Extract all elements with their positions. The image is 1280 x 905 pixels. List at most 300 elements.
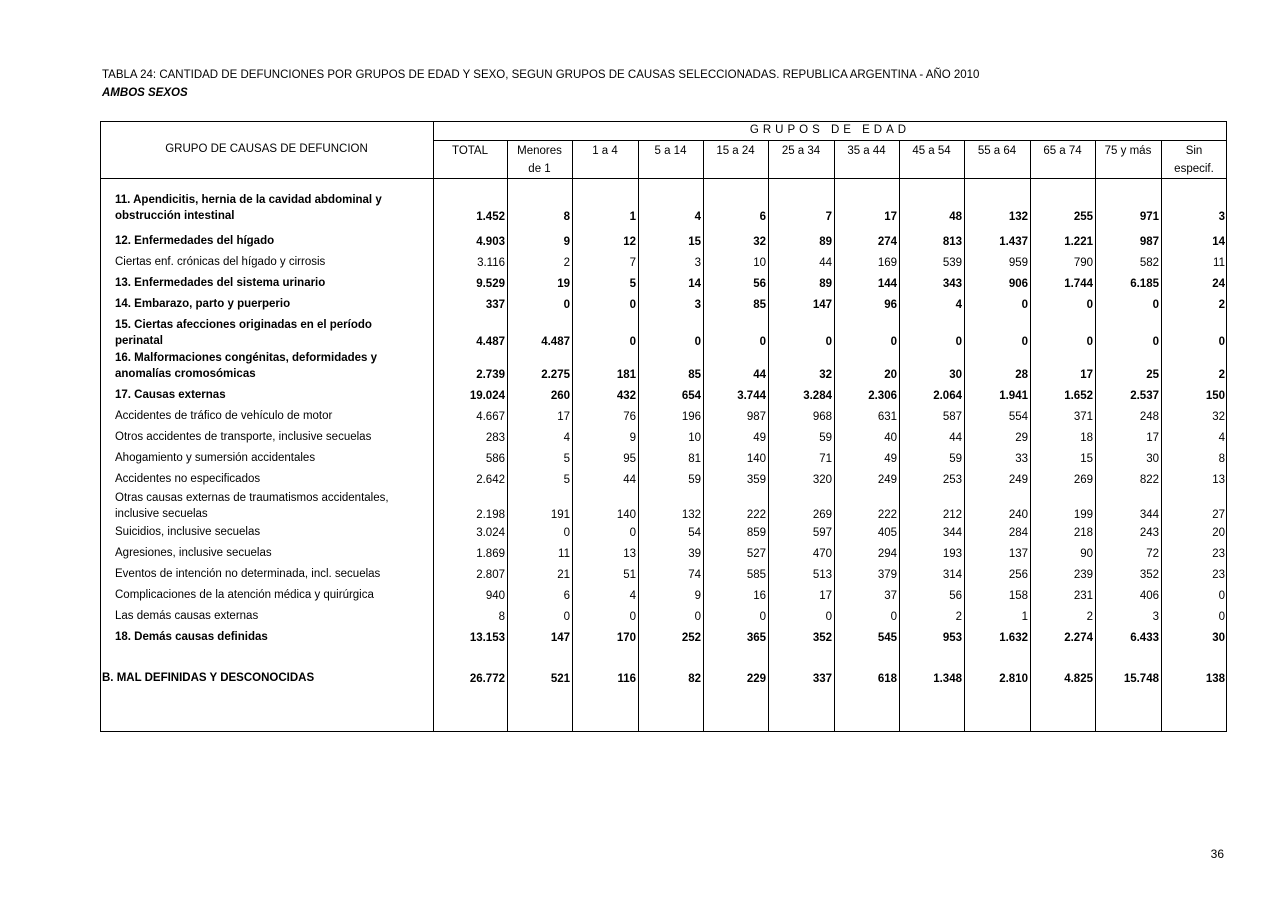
table-cell: 44 [623,474,636,486]
table-cell: 249 [877,474,897,486]
table-cell: 432 [616,390,636,402]
row-label-line: Suicidios, inclusive secuelas [115,526,261,538]
row-label-line: 13. Enfermedades del sistema urinario [115,277,326,289]
table-cell: 0 [1218,590,1225,602]
table-cell: 4 [629,590,636,602]
column-header [638,142,703,160]
table-cell: 5 [563,453,570,465]
table-cell: 4 [694,211,701,223]
table-cell: 582 [1139,257,1159,269]
table-cell: 337 [485,299,505,311]
row-label-line: Ciertas enf. crónicas del hígado y cirrosis [115,256,326,268]
table-cell: 0 [759,611,766,623]
table-cell: 89 [819,278,832,290]
table-cell: 253 [942,474,962,486]
table-cell: 10 [753,257,766,269]
table-cell: 37 [884,590,897,602]
row-label [115,608,425,624]
table-cell: 169 [877,257,897,269]
table-cell: 352 [812,632,832,644]
table-cell: 23 [1212,569,1225,581]
column-header-line: 1 a 4 [592,145,618,157]
column-header-line: Menores [517,145,562,157]
row-label [115,254,425,270]
table-cell: 7 [629,257,636,269]
row-label [102,670,412,686]
table-cell: 260 [550,390,570,402]
table-cell: 48 [949,211,962,223]
table-cell: 2.275 [541,369,570,381]
table-cell: 1 [1021,611,1028,623]
table-cell: 0 [1218,611,1225,623]
row-label-line: 16. Malformaciones congénitas, deformidades y [115,352,378,364]
row-label [115,317,425,349]
row-label [115,524,425,540]
column-header-line: 25 a 34 [781,145,821,157]
table-cell: 4.487 [476,336,505,348]
column-header-line: Sin [1185,145,1203,157]
table-cell: 987 [1139,236,1159,248]
table-cell: 150 [1205,390,1225,402]
table-cell: 49 [884,453,897,465]
column-header [768,142,834,160]
table-cell: 585 [746,569,766,581]
row-label-line: Otras causas externas de traumatismos accidentales, [115,492,389,504]
table-cell: 406 [1139,590,1159,602]
table-cell: 1.744 [1064,278,1093,290]
table-cell: 76 [623,411,636,423]
table-cell: 3 [694,257,701,269]
row-label [115,192,425,224]
table-cell: 0 [629,336,636,348]
column-header-line: 65 a 74 [1043,145,1082,157]
row-label-line: Eventos de intención no determinada, incl. secuelas [115,568,381,580]
table-cell: 344 [942,527,962,539]
table-cell: 987 [746,411,766,423]
table-cell: 4.825 [1064,673,1093,685]
table-cell: 85 [688,369,701,381]
table-cell: 147 [550,632,570,644]
table-cell: 6.433 [1130,632,1159,644]
table-cell: 249 [1008,474,1028,486]
column-header [572,142,638,160]
table-cell: 229 [746,673,766,685]
table-cell: 20 [884,369,897,381]
table-cell: 39 [688,548,701,560]
table-cell: 132 [1008,211,1028,223]
table-cell: 0 [825,611,832,623]
table-cell: 527 [746,548,766,560]
table-cell: 17 [884,211,897,223]
table-cell: 314 [942,569,962,581]
table-cell: 906 [1008,278,1028,290]
table-cell: 6 [759,211,766,223]
table-cell: 2 [1086,611,1093,623]
page-number: 36 [1210,847,1224,861]
table-cell: 294 [877,548,897,560]
table-cell: 222 [877,509,897,521]
row-label [115,275,425,291]
table-cell: 17 [1146,432,1159,444]
table-cell: 284 [1008,527,1028,539]
table-cell: 940 [485,590,505,602]
row-label-line: Las demás causas externas [115,610,259,622]
row-label-line: Complicaciones de la atención médica y quirúrgica [115,589,374,601]
column-header-line: 45 a 54 [912,145,951,157]
table-cell: 6 [563,590,570,602]
table-cell: 19 [557,278,570,290]
table-cell: 5 [563,474,570,486]
table-cell: 1.437 [999,236,1028,248]
table-cell: 2 [955,611,962,623]
table-cell: 14 [1212,236,1225,248]
row-label [115,429,425,445]
column-header [433,142,507,160]
table-cell: 191 [550,509,570,521]
table-cell: 144 [877,278,897,290]
table-cell: 59 [949,453,962,465]
table-cell: 631 [877,411,897,423]
table-cell: 24 [1212,278,1225,290]
table-cell: 82 [688,673,701,685]
table-cell: 618 [877,673,897,685]
table-cell: 54 [688,527,701,539]
table-cell: 21 [557,569,570,581]
table-cell: 365 [746,632,766,644]
table-subtitle: AMBOS SEXOS [102,87,188,99]
row-label-line: Accidentes de tráfico de vehículo de motor [115,410,333,422]
table-cell: 218 [1073,527,1093,539]
table-cell: 0 [563,299,570,311]
table-cell: 8 [498,611,505,623]
table-cell: 3 [694,299,701,311]
table-cell: 822 [1139,474,1159,486]
table-cell: 15 [688,236,701,248]
table-cell: 140 [616,509,636,521]
table-cell: 147 [812,299,832,311]
table-cell: 13.153 [469,632,505,644]
row-label-line: 15. Ciertas afecciones originadas en el período [115,319,372,331]
table-cell: 654 [681,390,701,402]
table-cell: 26.772 [469,673,505,685]
table-cell: 240 [1008,509,1028,521]
table-cell: 56 [949,590,962,602]
table-cell: 5 [629,278,636,290]
table-cell: 269 [1073,474,1093,486]
table-cell: 0 [1152,336,1159,348]
table-cell: 2.198 [476,509,505,521]
table-cell: 586 [485,453,505,465]
table-cell: 231 [1073,590,1093,602]
table-cell: 968 [812,411,832,423]
table-cell: 3.116 [477,257,505,269]
table-cell: 15 [1080,453,1093,465]
table-cell: 2.807 [476,569,505,581]
table-cell: 1.632 [999,632,1028,644]
table-cell: 51 [623,569,636,581]
table-cell: 4 [955,299,962,311]
table-cell: 10 [688,432,701,444]
table-cell: 89 [819,236,832,248]
column-header [899,142,964,160]
table-cell: 343 [942,278,962,290]
table-cell: 96 [884,299,897,311]
table-cell: 33 [1015,453,1028,465]
table-cell: 30 [949,369,962,381]
table-cell: 81 [688,453,701,465]
table-cell: 32 [753,236,766,248]
row-label [115,490,425,522]
row-label-line: 17. Causas externas [115,389,226,401]
row-label-line: 14. Embarazo, parto y puerperio [115,298,291,310]
table-cell: 140 [746,453,766,465]
table-cell: 44 [819,257,832,269]
row-label [115,471,425,487]
table-cell: 44 [949,432,962,444]
table-cell: 8 [1218,453,1225,465]
row-label-line: perinatal [115,335,163,347]
table-cell: 40 [884,432,897,444]
row-label-line: Agresiones, inclusive secuelas [115,547,272,559]
table-cell: 56 [753,278,766,290]
table-cell: 9.529 [476,278,505,290]
table-cell: 12 [623,236,636,248]
table-cell: 0 [1152,299,1159,311]
table-cell: 371 [1073,411,1093,423]
cause-column-header: GRUPO DE CAUSAS DE DEFUNCION [165,143,368,155]
table-cell: 25 [1146,369,1159,381]
group-header-divider [433,140,1227,141]
column-header-line: 35 a 44 [847,145,886,157]
column-header [1095,142,1161,160]
table-cell: 953 [942,632,962,644]
table-cell: 0 [629,611,636,623]
row-label [115,350,425,382]
table-cell: 0 [890,336,897,348]
table-cell: 20 [1212,527,1225,539]
row-label-line: anomalías cromosómicas [115,368,256,380]
table-cell: 193 [942,548,962,560]
table-cell: 30 [1212,632,1225,644]
row-label-line: obstrucción intestinal [115,210,235,222]
table-cell: 9 [629,432,636,444]
table-cell: 3 [1218,211,1225,223]
table-cell: 9 [563,236,570,248]
table-cell: 158 [1008,590,1028,602]
table-cell: 0 [694,611,701,623]
table-cell: 32 [1212,411,1225,423]
row-label-line: inclusive secuelas [115,508,208,520]
table-cell: 2.810 [999,673,1028,685]
table-cell: 521 [550,673,570,685]
table-cell: 14 [688,278,701,290]
table-cell: 59 [819,432,832,444]
table-cell: 0 [825,336,832,348]
table-cell: 1.221 [1064,236,1093,248]
table-title: TABLA 24: CANTIDAD DE DEFUNCIONES POR GRUPOS DE EDAD Y SEXO, SEGUN GRUPOS DE CAUSAS SELECCIONADAS. REPUBLICA ARGENTINA - AÑO 2010 [102,69,980,81]
table-cell: 283 [485,432,505,444]
table-cell: 4 [563,432,570,444]
table-cell: 0 [1021,299,1028,311]
table-cell: 248 [1139,411,1159,423]
row-label [115,545,425,561]
table-cell: 554 [1008,411,1028,423]
table-cell: 199 [1073,509,1093,521]
table-cell: 27 [1212,509,1225,521]
row-label [115,450,425,466]
table-cell: 352 [1139,569,1159,581]
table-cell: 13 [1212,474,1225,486]
table-cell: 59 [688,474,701,486]
table-cell: 4 [1218,432,1225,444]
table-cell: 11 [1213,257,1225,269]
table-cell: 243 [1139,527,1159,539]
row-label-line: Otros accidentes de transporte, inclusive secuelas [115,431,372,443]
table-cell: 0 [759,336,766,348]
table-cell: 405 [877,527,897,539]
table-cell: 587 [942,411,962,423]
table-cell: 95 [623,453,636,465]
column-header [964,142,1030,160]
row-label-line: Accidentes no especificados [115,473,261,485]
row-label-line: 12. Enfermedades del hígado [115,235,275,247]
table-cell: 7 [825,211,832,223]
table-cell: 1.869 [476,548,505,560]
row-label [115,233,425,249]
table-cell: 0 [694,336,701,348]
table-cell: 256 [1008,569,1028,581]
table-cell: 196 [681,411,701,423]
table-cell: 0 [1086,299,1093,311]
table-cell: 71 [819,453,832,465]
age-groups-header: GRUPOS DE EDAD [749,124,911,136]
table-cell: 239 [1073,569,1093,581]
table-cell: 17 [819,590,832,602]
table-cell: 44 [753,369,766,381]
table-cell: 72 [1146,548,1159,560]
row-label [115,629,425,645]
table-cell: 0 [1218,336,1225,348]
table-cell: 255 [1073,211,1093,223]
table-cell: 85 [753,299,766,311]
table-cell: 3.744 [737,390,766,402]
table-cell: 0 [1021,336,1028,348]
table-cell: 23 [1212,548,1225,560]
row-label-line: 11. Apendicitis, hernia de la cavidad abdominal y [115,194,382,206]
table-cell: 790 [1073,257,1093,269]
table-cell: 252 [681,632,701,644]
table-cell: 19.024 [469,390,505,402]
table-cell: 30 [1146,453,1159,465]
table-cell: 28 [1015,369,1028,381]
table-cell: 2.306 [868,390,897,402]
table-cell: 0 [563,611,570,623]
table-cell: 17 [1080,369,1093,381]
table-cell: 1.348 [933,673,962,685]
table-cell: 597 [812,527,832,539]
table-cell: 2 [1218,299,1225,311]
table-cell: 959 [1008,257,1028,269]
table-cell: 337 [812,673,832,685]
table-cell: 222 [746,509,766,521]
column-header-line: TOTAL [452,145,488,157]
column-header [1161,142,1227,178]
table-cell: 32 [819,369,832,381]
table-cell: 170 [616,632,636,644]
table-cell: 274 [877,236,897,248]
table-cell: 2.642 [476,474,505,486]
table-cell: 49 [753,432,766,444]
table-cell: 138 [1205,673,1225,685]
table-cell: 9 [694,590,701,602]
column-header [507,142,572,178]
table-cell: 3 [1152,611,1159,623]
table-cell: 0 [1086,336,1093,348]
table-cell: 2 [1218,369,1225,381]
table-cell: 90 [1080,548,1093,560]
row-label [115,408,425,424]
row-label-line: Ahogamiento y sumersión accidentales [115,452,316,464]
table-cell: 29 [1015,432,1028,444]
column-header-line: 55 a 64 [977,145,1017,157]
table-cell: 181 [616,369,636,381]
table-cell: 3.024 [476,527,505,539]
table-cell: 2.274 [1064,632,1093,644]
row-label [115,566,425,582]
table-cell: 13 [623,548,636,560]
row-label-line: B. MAL DEFINIDAS Y DESCONOCIDAS [102,672,315,684]
header-divider [100,178,1227,179]
table-cell: 2 [563,257,570,269]
table-cell: 2.739 [476,369,505,381]
table-cell: 3.284 [803,390,832,402]
table-cell: 971 [1139,211,1159,223]
table-cell: 18 [1080,432,1093,444]
table-cell: 212 [942,509,962,521]
table-cell: 2.064 [933,390,962,402]
table-cell: 4.903 [476,236,505,248]
row-label [115,296,425,312]
table-cell: 859 [746,527,766,539]
table-cell: 116 [617,673,636,685]
table-cell: 74 [688,569,701,581]
table-cell: 0 [629,527,636,539]
table-cell: 8 [563,211,570,223]
table-cell: 1.652 [1064,390,1093,402]
table-cell: 15.748 [1123,673,1159,685]
table-cell: 17 [557,411,570,423]
table-cell: 11 [558,548,570,560]
table-cell: 132 [681,509,701,521]
column-header [703,142,768,160]
column-header-line: especif. [1174,163,1214,175]
table-cell: 320 [812,474,832,486]
table-cell: 16 [753,590,766,602]
column-header [1030,142,1095,160]
table-cell: 0 [629,299,636,311]
table-cell: 513 [812,569,832,581]
column-header [834,142,899,160]
column-header-line: 5 a 14 [654,145,687,157]
table-cell: 2.537 [1130,390,1159,402]
row-label [115,587,425,603]
table-cell: 0 [890,611,897,623]
table-cell: 0 [563,527,570,539]
table-cell: 6.185 [1130,278,1159,290]
table-cell: 470 [812,548,832,560]
table-cell: 1 [629,211,636,223]
table-cell: 359 [746,474,766,486]
